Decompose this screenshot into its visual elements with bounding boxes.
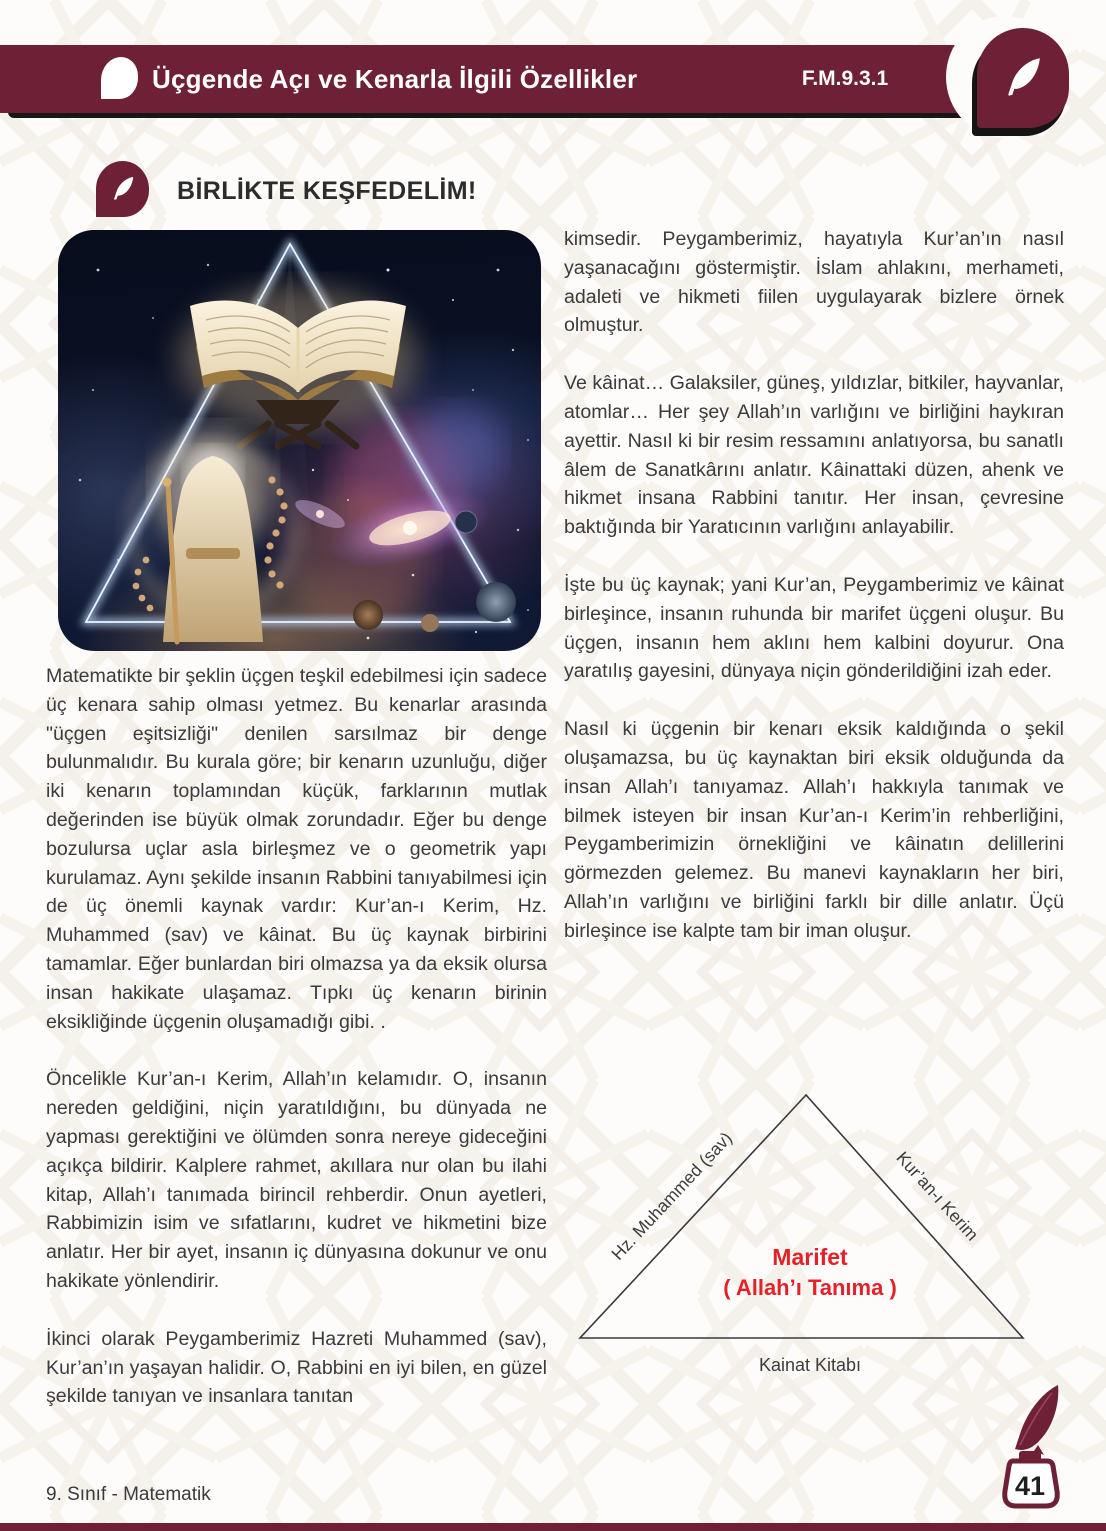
section-heading: BİRLİKTE KEŞFEDELİM! xyxy=(177,177,477,205)
paragraph: İkinci olarak Peygamberimiz Hazreti Muhammed (sav), Kur’an’ın yaşayan halidir. O, Rabbini en iyi bilen, en güzel şekilde tanıyan ve insanlara tanıtan xyxy=(46,1327,547,1408)
diagram-center-title: Marifet xyxy=(772,1244,848,1270)
paragraph: Ve kâinat… Galaksiler, güneş, yıldızlar, bitkiler, hayvanlar, atomlar… Her şey Allah’ın varlığını ve birliğini haykıran ayettir. Nasıl ki bir resim ressamını anlatıyorsa, bu sanatlı âlem de Sanatkârını anlatır. Kâinattaki düzen, ahenk ve hikmet insana Rabbini tanıtır. Her insan, çevresine baktığında bir Yaratıcının varlığını anlayabilir. xyxy=(564,372,1064,539)
paragraph: Matematikte bir şeklin üçgen teşkil edebilmesi için sadece üç kenara sahip olması yetmez. Bu kenarlar arasında "üçgen eşitsizliği" denilen sarsılmaz bir denge bulunmalıdır. Bu kurala göre; bir kenarın uzunluğu, diğer iki kenarın toplamından küçük, farklarının mutlak değerinden ise büyük olmak zorundadır. Eğer bu denge bozulursa uçlar asla birleşmez ve o geometrik yapı kurulamaz. Aynı şekilde insanın Rabbini tanıyabilmesi için de üç önemli kaynak vardır: Kur’an-ı Kerim, Hz. Muhammed (sav) ve kâinat. Bu üç kaynak birbirini tamamlar. Eğer bunlardan biri olmazsa ya da eksik olursa insan hakikate ulaşamaz. Tıpkı üç kenarın birinin eksikliğinde üçgenin oluşamadığı gibi. . xyxy=(46,665,547,1033)
diagram-bottom-label: Kainat Kitabı xyxy=(758,1355,862,1375)
paragraph: Öncelikle Kur’an-ı Kerim, Allah’ın kelamıdır. O, insanın nereden geldiğini, niçin yaratıldığını, bu dünyada ne yapması gerektiğini ve ölümden sonra nereye gideceğini açıkça bildirir. Kalplere rahmet, akıllara nur olan bu ilahi kitap, Allah’ı tanımada birincil rehberdir. Onun ayetleri, Rabbimizin isim ve sıfatlarını, kudret ve hikmetini bize anlatır. Her bir ayet, insanın iç dünyasına dokunur ve onu hakikate yönlendirir. xyxy=(46,1068,547,1292)
curriculum-code: F.M.9.3.1 xyxy=(801,67,889,90)
page-title: Üçgende Açı ve Kenarla İlgili Özellikler xyxy=(152,64,638,94)
diagram-right-side-label: Kur’an-ı Kerim xyxy=(892,1147,983,1245)
header-badge xyxy=(977,28,1069,128)
section-icon xyxy=(96,161,149,217)
page-number: 41 xyxy=(1014,1471,1046,1501)
paragraph: kimsedir. Peygamberimiz, hayatıyla Kur’an’ın nasıl yaşanacağını göstermiştir. İslam ahlakını, merhameti, adaleti ve hikmeti fiilen uygulayarak bizlere örnek olmuştur. xyxy=(564,228,1064,337)
feather-icon xyxy=(1000,55,1046,101)
diagram-center-subtitle: ( Allah’ı Tanıma ) xyxy=(723,1275,897,1300)
leaf-icon xyxy=(101,57,138,99)
feather-icon xyxy=(109,175,137,203)
right-text-column xyxy=(564,225,1064,946)
hero-illustration xyxy=(58,230,541,651)
left-text-column xyxy=(46,662,547,1411)
diagram-left-side-label: Hz. Muhammed (sav) xyxy=(607,1127,736,1264)
footer-course-label: 9. Sınıf - Matematik xyxy=(46,1484,211,1505)
bottom-accent-strip xyxy=(0,1523,1106,1531)
paragraph: Nasıl ki üçgenin bir kenarı eksik kaldığında o şekil oluşamazsa, bu üç kaynaktan biri eksik olduğunda da insan Allah’ı tanıyamaz. Allah’ı hakkıyla tanımak ve bilmek isteyen bir insan Kur’an-ı Kerim’in rehberliğini, Peygamberimizin örnekliğini ve kâinatın delillerini görmezden gelemez. Bu manevi kaynakların her biri, Allah’ın varlığını ve birliğini farklı bir dille anlatır. Üçü birleşince ise kalpte tam bir iman oluşur. xyxy=(564,718,1064,942)
quill-inkwell-icon xyxy=(992,1383,1080,1515)
marifet-triangle-diagram xyxy=(565,1085,1065,1385)
paragraph: İşte bu üç kaynak; yani Kur’an, Peygamberimiz ve kâinat birleşince, insanın ruhunda bir marifet üçgeni oluşur. Bu üçgen, insanın hem aklını hem kalbini doyurur. Ona yaratılış gayesini, dünyaya niçin gönderildiğini izah eder. xyxy=(564,573,1064,683)
